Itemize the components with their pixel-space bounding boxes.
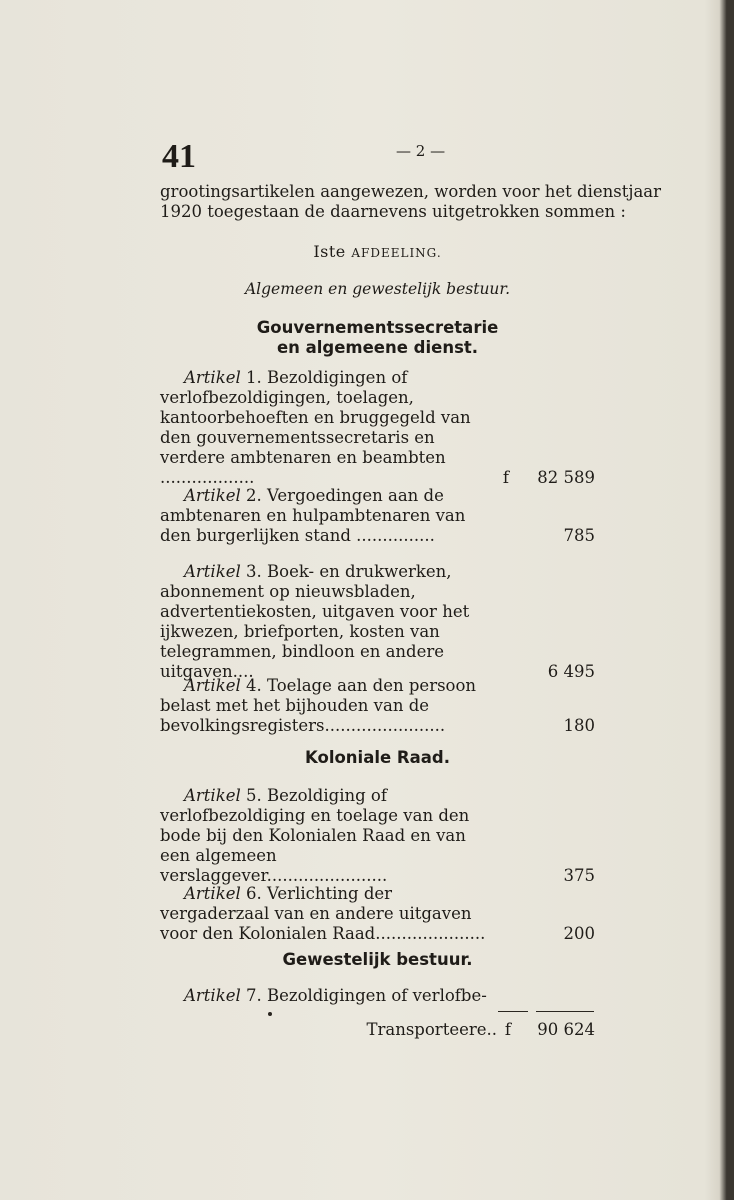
section-subtitle: Algemeen en gewestelijk bestuur.: [244, 280, 511, 298]
article-text: [160, 562, 498, 682]
article-amount: 6 495: [547, 662, 595, 681]
article-body: Bezoldigingen of verlofbe-: [267, 986, 487, 1005]
article-label: Artikel: [184, 986, 241, 1005]
ink-dot: [268, 1012, 272, 1016]
page-mark: — 2 —: [396, 142, 446, 160]
article-label: Artikel: [184, 676, 241, 695]
page-number: 41: [162, 138, 196, 175]
sum-rule: [498, 1011, 528, 1012]
article-text: Artikel 1. Bezoldigingen of verlofbezoldigingen, toelagen, kantoorbehoeften en bruggegeld van den gouvernementssecretaris en verdere ambtenaren en beambten ..................: [160, 368, 471, 487]
article-label: Artikel: [184, 884, 241, 903]
article-text: Artikel 5. Bezoldiging of verlofbezoldiging en toelage van den bode bij den Kolonialen Raad en van een algemeen verslaggever.......................: [160, 786, 470, 885]
article-number: 1.: [246, 368, 262, 387]
article-number: 6.: [246, 884, 262, 903]
currency-symbol: f: [504, 1020, 511, 1039]
article-label: Artikel: [184, 368, 241, 387]
transport-label: Transporteere..: [366, 1020, 497, 1039]
article-amount: 200: [563, 924, 595, 943]
article-number: 5.: [246, 786, 262, 805]
article-number: 4.: [246, 676, 262, 695]
article-5: [160, 786, 595, 886]
article-body: Boek- en drukwerken, abonnement op nieuwsbladen, advertentiekosten, uitgaven voor het ijkwezen, briefporten, kosten van telegrammen, bindloon en andere uitgaven....: [160, 562, 470, 681]
section-name: AFDEELING.: [351, 246, 442, 260]
article-text: [160, 986, 498, 1006]
article-3: [160, 562, 595, 682]
article-body: Toelage aan den persoon belast met het bijhouden van de bevolkingsregisters: [160, 676, 477, 735]
article-6: [160, 884, 595, 944]
intro-paragraph: grootingsartikelen aangewezen, worden voor het dienstjaar 1920 toegestaan de daarnevens uitgetrokken sommen :: [160, 182, 662, 221]
article-1: [160, 368, 595, 488]
article-amount: 82 589: [537, 468, 595, 487]
article-amount: 180: [563, 716, 595, 735]
article-number: 3.: [246, 562, 262, 581]
currency-symbol: f: [502, 468, 509, 487]
article-body: Verlichting der vergaderzaal van en andere uitgaven voor den Kolonialen Raad: [160, 884, 472, 943]
article-amount: 375: [563, 866, 595, 885]
article-body: Vergoedingen aan de ambtenaren en hulpambtenaren van den burgerlijken stand: [160, 486, 466, 545]
article-7: [160, 986, 595, 1006]
section-title: [160, 242, 595, 261]
section-prefix: Iste: [313, 242, 352, 261]
article-label: Artikel: [184, 486, 241, 505]
heading-line: Gouvernementssecretarie: [256, 318, 499, 337]
article-number: 7.: [246, 986, 262, 1005]
article-amount: 785: [563, 526, 595, 545]
article-2: [160, 486, 595, 546]
article-label: Artikel: [184, 786, 241, 805]
sum-rule: [536, 1011, 594, 1012]
article-body: Bezoldiging of verlofbezoldiging en toelage van den bode bij den Kolonialen Raad en van een algemeen verslaggever: [160, 786, 470, 885]
article-4: [160, 676, 595, 736]
article-label: Artikel: [184, 562, 241, 581]
heading-line: en algemeene dienst.: [276, 338, 479, 357]
heading-koloniale-raad: Koloniale Raad.: [304, 748, 450, 767]
article-body: Bezoldigingen of verlofbezoldigingen, toelagen, kantoorbehoeften en bruggegeld van den gouvernementssecretaris en verdere ambtenaren en beambten: [160, 368, 471, 467]
heading-gouvernementssecretarie: [160, 318, 595, 358]
article-number: 2.: [246, 486, 262, 505]
article-text: Artikel 6. Verlichting der vergaderzaal van en andere uitgaven voor den Kolonialen Raad.....................: [160, 884, 486, 943]
article-text: Artikel 4. Toelage aan den persoon belast met het bijhouden van de bevolkingsregisters.......................: [160, 676, 477, 735]
article-text: Artikel 2. Vergoedingen aan de ambtenaren en hulpambtenaren van den burgerlijken stand ...............: [160, 486, 466, 545]
transport-amount: 90 624: [537, 1020, 595, 1039]
heading-gewestelijk-bestuur: Gewestelijk bestuur.: [282, 950, 473, 969]
